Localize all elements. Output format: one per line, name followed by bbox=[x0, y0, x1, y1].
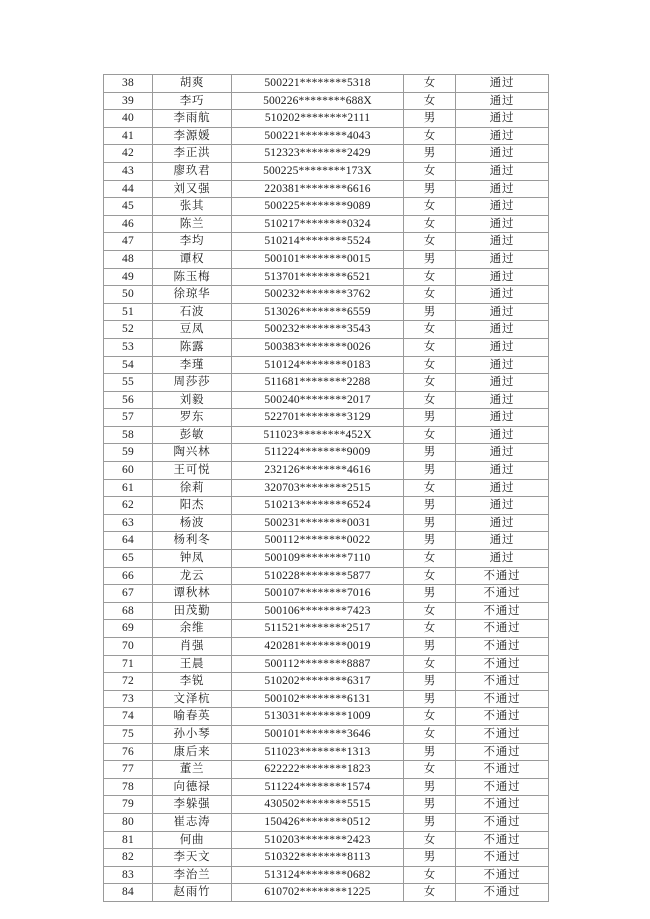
table-cell-id-number: 511224********1574 bbox=[232, 778, 404, 796]
table-cell-id-number: 500225********173X bbox=[232, 162, 404, 180]
table-cell-name: 石波 bbox=[153, 303, 232, 321]
table-cell-name: 李巧 bbox=[153, 92, 232, 110]
table-cell-gender: 女 bbox=[404, 356, 456, 374]
table-row bbox=[104, 338, 549, 356]
table-cell-result: 不通过 bbox=[456, 602, 549, 620]
table-cell-result: 通过 bbox=[456, 286, 549, 304]
table-cell-gender: 男 bbox=[404, 690, 456, 708]
table-cell-gender: 女 bbox=[404, 708, 456, 726]
table-cell-index: 72 bbox=[104, 673, 153, 691]
table-cell-gender: 女 bbox=[404, 831, 456, 849]
table-cell-index: 77 bbox=[104, 761, 153, 779]
table-cell-id-number: 510203********2423 bbox=[232, 831, 404, 849]
table-row bbox=[104, 620, 549, 638]
table-cell-result: 通过 bbox=[456, 356, 549, 374]
table-cell-index: 48 bbox=[104, 250, 153, 268]
table-cell-index: 50 bbox=[104, 286, 153, 304]
table-cell-result: 通过 bbox=[456, 162, 549, 180]
table-row bbox=[104, 75, 549, 93]
table-cell-name: 董兰 bbox=[153, 761, 232, 779]
table-cell-index: 82 bbox=[104, 849, 153, 867]
table-row bbox=[104, 127, 549, 145]
table-cell-index: 46 bbox=[104, 215, 153, 233]
table-cell-index: 59 bbox=[104, 444, 153, 462]
table-cell-result: 不通过 bbox=[456, 673, 549, 691]
table-cell-result: 不通过 bbox=[456, 708, 549, 726]
table-cell-name: 李天文 bbox=[153, 849, 232, 867]
table-cell-result: 通过 bbox=[456, 391, 549, 409]
table-row bbox=[104, 761, 549, 779]
table-cell-gender: 男 bbox=[404, 303, 456, 321]
table-cell-result: 通过 bbox=[456, 462, 549, 480]
table-cell-index: 58 bbox=[104, 426, 153, 444]
table-cell-id-number: 500232********3762 bbox=[232, 286, 404, 304]
table-cell-index: 42 bbox=[104, 145, 153, 163]
table-cell-name: 李治兰 bbox=[153, 866, 232, 884]
table-cell-name: 王可悦 bbox=[153, 462, 232, 480]
table-cell-index: 63 bbox=[104, 514, 153, 532]
table-cell-gender: 女 bbox=[404, 75, 456, 93]
table-cell-result: 不通过 bbox=[456, 585, 549, 603]
table-row bbox=[104, 638, 549, 656]
table-cell-result: 通过 bbox=[456, 250, 549, 268]
table-cell-name: 周莎莎 bbox=[153, 374, 232, 392]
table-cell-id-number: 500221********4043 bbox=[232, 127, 404, 145]
table-cell-result: 通过 bbox=[456, 75, 549, 93]
table-cell-name: 田茂勤 bbox=[153, 602, 232, 620]
table-cell-gender: 女 bbox=[404, 567, 456, 585]
table-cell-id-number: 511023********1313 bbox=[232, 743, 404, 761]
table-cell-gender: 女 bbox=[404, 655, 456, 673]
table-cell-result: 通过 bbox=[456, 550, 549, 568]
table-cell-index: 78 bbox=[104, 778, 153, 796]
table-cell-gender: 男 bbox=[404, 585, 456, 603]
table-row bbox=[104, 162, 549, 180]
table-cell-result: 通过 bbox=[456, 374, 549, 392]
table-cell-id-number: 500221********5318 bbox=[232, 75, 404, 93]
table-cell-id-number: 500383********0026 bbox=[232, 338, 404, 356]
table-cell-index: 75 bbox=[104, 725, 153, 743]
table-cell-name: 李瑾 bbox=[153, 356, 232, 374]
table-row bbox=[104, 585, 549, 603]
table-row bbox=[104, 198, 549, 216]
table-cell-gender: 男 bbox=[404, 514, 456, 532]
table-row bbox=[104, 725, 549, 743]
table-row bbox=[104, 602, 549, 620]
table-cell-name: 阳杰 bbox=[153, 497, 232, 515]
table-cell-name: 喻春英 bbox=[153, 708, 232, 726]
table-cell-id-number: 513031********1009 bbox=[232, 708, 404, 726]
table-cell-name: 李锐 bbox=[153, 673, 232, 691]
table-cell-index: 74 bbox=[104, 708, 153, 726]
table-cell-index: 70 bbox=[104, 638, 153, 656]
table-cell-id-number: 232126********4616 bbox=[232, 462, 404, 480]
table-cell-gender: 女 bbox=[404, 602, 456, 620]
table-cell-gender: 男 bbox=[404, 778, 456, 796]
table-row bbox=[104, 831, 549, 849]
table-cell-gender: 女 bbox=[404, 162, 456, 180]
table-cell-gender: 男 bbox=[404, 849, 456, 867]
table-cell-gender: 女 bbox=[404, 198, 456, 216]
table-cell-result: 不通过 bbox=[456, 796, 549, 814]
table-row bbox=[104, 673, 549, 691]
table-cell-result: 通过 bbox=[456, 497, 549, 515]
table-cell-id-number: 622222********1823 bbox=[232, 761, 404, 779]
table-cell-gender: 女 bbox=[404, 268, 456, 286]
table-cell-index: 51 bbox=[104, 303, 153, 321]
table-cell-gender: 男 bbox=[404, 532, 456, 550]
table-cell-name: 文泽杭 bbox=[153, 690, 232, 708]
table-cell-name: 豆凤 bbox=[153, 321, 232, 339]
table-cell-gender: 女 bbox=[404, 550, 456, 568]
table-row bbox=[104, 514, 549, 532]
table-cell-name: 廖玖君 bbox=[153, 162, 232, 180]
table-cell-index: 68 bbox=[104, 602, 153, 620]
table-cell-id-number: 510214********5524 bbox=[232, 233, 404, 251]
table-cell-index: 81 bbox=[104, 831, 153, 849]
table-cell-index: 62 bbox=[104, 497, 153, 515]
table-cell-index: 69 bbox=[104, 620, 153, 638]
table-cell-result: 通过 bbox=[456, 127, 549, 145]
table-cell-name: 罗东 bbox=[153, 409, 232, 427]
table-cell-name: 徐琼华 bbox=[153, 286, 232, 304]
table-cell-gender: 女 bbox=[404, 233, 456, 251]
table-cell-index: 79 bbox=[104, 796, 153, 814]
table-cell-name: 徐莉 bbox=[153, 479, 232, 497]
table-cell-name: 赵雨竹 bbox=[153, 884, 232, 902]
table-cell-name: 刘又强 bbox=[153, 180, 232, 198]
table-cell-gender: 女 bbox=[404, 479, 456, 497]
table-row bbox=[104, 655, 549, 673]
table-cell-name: 杨利冬 bbox=[153, 532, 232, 550]
table-cell-result: 不通过 bbox=[456, 884, 549, 902]
table-cell-id-number: 500109********7110 bbox=[232, 550, 404, 568]
table-cell-result: 通过 bbox=[456, 180, 549, 198]
table-row bbox=[104, 321, 549, 339]
table-cell-gender: 女 bbox=[404, 620, 456, 638]
table-cell-id-number: 511023********452X bbox=[232, 426, 404, 444]
table-cell-id-number: 500226********688X bbox=[232, 92, 404, 110]
table-cell-index: 60 bbox=[104, 462, 153, 480]
table-row bbox=[104, 743, 549, 761]
table-cell-id-number: 511521********2517 bbox=[232, 620, 404, 638]
table-row bbox=[104, 145, 549, 163]
table-cell-id-number: 500106********7423 bbox=[232, 602, 404, 620]
table-cell-id-number: 500112********0022 bbox=[232, 532, 404, 550]
table-cell-id-number: 430502********5515 bbox=[232, 796, 404, 814]
table-cell-name: 张其 bbox=[153, 198, 232, 216]
table-cell-id-number: 510228********5877 bbox=[232, 567, 404, 585]
table-cell-id-number: 610702********1225 bbox=[232, 884, 404, 902]
table-row bbox=[104, 690, 549, 708]
table-row bbox=[104, 567, 549, 585]
table-cell-gender: 男 bbox=[404, 145, 456, 163]
table-cell-name: 杨波 bbox=[153, 514, 232, 532]
table-cell-id-number: 500231********0031 bbox=[232, 514, 404, 532]
table-cell-result: 通过 bbox=[456, 338, 549, 356]
table-cell-name: 李均 bbox=[153, 233, 232, 251]
table-row bbox=[104, 479, 549, 497]
table-cell-index: 66 bbox=[104, 567, 153, 585]
table-cell-id-number: 510124********0183 bbox=[232, 356, 404, 374]
table-cell-result: 不通过 bbox=[456, 849, 549, 867]
table-cell-index: 64 bbox=[104, 532, 153, 550]
table-cell-result: 通过 bbox=[456, 514, 549, 532]
table-row bbox=[104, 462, 549, 480]
table-cell-result: 不通过 bbox=[456, 725, 549, 743]
table-cell-result: 通过 bbox=[456, 110, 549, 128]
table-cell-name: 余维 bbox=[153, 620, 232, 638]
table-cell-name: 何曲 bbox=[153, 831, 232, 849]
table-row bbox=[104, 550, 549, 568]
table-cell-name: 谭秋林 bbox=[153, 585, 232, 603]
table-cell-result: 不通过 bbox=[456, 655, 549, 673]
table-cell-index: 71 bbox=[104, 655, 153, 673]
table-cell-result: 通过 bbox=[456, 479, 549, 497]
table-cell-name: 李正洪 bbox=[153, 145, 232, 163]
table-cell-gender: 女 bbox=[404, 92, 456, 110]
table-cell-index: 40 bbox=[104, 110, 153, 128]
table-row bbox=[104, 444, 549, 462]
table-cell-gender: 男 bbox=[404, 813, 456, 831]
table-cell-index: 45 bbox=[104, 198, 153, 216]
table-cell-id-number: 513026********6559 bbox=[232, 303, 404, 321]
table-row bbox=[104, 391, 549, 409]
table-cell-gender: 男 bbox=[404, 796, 456, 814]
table-cell-result: 不通过 bbox=[456, 743, 549, 761]
table-cell-name: 康后来 bbox=[153, 743, 232, 761]
table-cell-gender: 女 bbox=[404, 338, 456, 356]
table-cell-result: 不通过 bbox=[456, 620, 549, 638]
table-cell-id-number: 522701********3129 bbox=[232, 409, 404, 427]
table-cell-index: 44 bbox=[104, 180, 153, 198]
table-cell-result: 不通过 bbox=[456, 638, 549, 656]
table-row bbox=[104, 303, 549, 321]
table-cell-result: 不通过 bbox=[456, 866, 549, 884]
table-cell-result: 通过 bbox=[456, 268, 549, 286]
table-cell-name: 龙云 bbox=[153, 567, 232, 585]
table-cell-gender: 女 bbox=[404, 127, 456, 145]
table-cell-id-number: 500225********9089 bbox=[232, 198, 404, 216]
table-cell-id-number: 512323********2429 bbox=[232, 145, 404, 163]
table-cell-id-number: 500102********6131 bbox=[232, 690, 404, 708]
table-cell-index: 55 bbox=[104, 374, 153, 392]
table-cell-gender: 男 bbox=[404, 444, 456, 462]
table-cell-id-number: 500107********7016 bbox=[232, 585, 404, 603]
table-cell-index: 53 bbox=[104, 338, 153, 356]
table-cell-result: 不通过 bbox=[456, 567, 549, 585]
table-cell-result: 通过 bbox=[456, 92, 549, 110]
table-cell-gender: 女 bbox=[404, 866, 456, 884]
table-cell-index: 47 bbox=[104, 233, 153, 251]
table-cell-result: 不通过 bbox=[456, 813, 549, 831]
table-cell-index: 57 bbox=[104, 409, 153, 427]
table-cell-result: 通过 bbox=[456, 215, 549, 233]
table-cell-name: 陈玉梅 bbox=[153, 268, 232, 286]
table-cell-gender: 男 bbox=[404, 743, 456, 761]
table-cell-name: 肖强 bbox=[153, 638, 232, 656]
table-cell-gender: 男 bbox=[404, 497, 456, 515]
table-cell-index: 43 bbox=[104, 162, 153, 180]
table-cell-id-number: 513124********0682 bbox=[232, 866, 404, 884]
table-row bbox=[104, 286, 549, 304]
table-row bbox=[104, 92, 549, 110]
table-row bbox=[104, 180, 549, 198]
table-row bbox=[104, 215, 549, 233]
table-cell-id-number: 510202********2111 bbox=[232, 110, 404, 128]
table-row bbox=[104, 233, 549, 251]
table-row bbox=[104, 356, 549, 374]
table-cell-gender: 女 bbox=[404, 215, 456, 233]
table-cell-id-number: 500101********0015 bbox=[232, 250, 404, 268]
table-cell-name: 陈露 bbox=[153, 338, 232, 356]
table-cell-id-number: 510202********6317 bbox=[232, 673, 404, 691]
table-cell-index: 76 bbox=[104, 743, 153, 761]
table-cell-gender: 女 bbox=[404, 725, 456, 743]
table-cell-name: 李雨航 bbox=[153, 110, 232, 128]
table-cell-index: 61 bbox=[104, 479, 153, 497]
table-cell-name: 向德禄 bbox=[153, 778, 232, 796]
table-cell-result: 通过 bbox=[456, 409, 549, 427]
table-cell-index: 83 bbox=[104, 866, 153, 884]
table-cell-index: 39 bbox=[104, 92, 153, 110]
table-cell-index: 38 bbox=[104, 75, 153, 93]
table-row bbox=[104, 866, 549, 884]
table-cell-name: 钟凤 bbox=[153, 550, 232, 568]
table-cell-name: 胡爽 bbox=[153, 75, 232, 93]
table-cell-index: 52 bbox=[104, 321, 153, 339]
table-cell-result: 不通过 bbox=[456, 831, 549, 849]
roster-table-body bbox=[104, 75, 549, 902]
table-cell-id-number: 500101********3646 bbox=[232, 725, 404, 743]
table-row bbox=[104, 497, 549, 515]
table-cell-gender: 男 bbox=[404, 462, 456, 480]
table-cell-name: 陶兴林 bbox=[153, 444, 232, 462]
table-cell-gender: 女 bbox=[404, 426, 456, 444]
table-cell-gender: 男 bbox=[404, 250, 456, 268]
table-cell-result: 通过 bbox=[456, 145, 549, 163]
table-cell-gender: 男 bbox=[404, 673, 456, 691]
table-cell-gender: 女 bbox=[404, 761, 456, 779]
table-cell-index: 84 bbox=[104, 884, 153, 902]
table-cell-id-number: 510217********0324 bbox=[232, 215, 404, 233]
roster-table-container bbox=[103, 74, 548, 902]
table-cell-name: 崔志涛 bbox=[153, 813, 232, 831]
table-row bbox=[104, 426, 549, 444]
table-row bbox=[104, 409, 549, 427]
table-cell-id-number: 511681********2288 bbox=[232, 374, 404, 392]
table-cell-result: 通过 bbox=[456, 426, 549, 444]
table-cell-index: 65 bbox=[104, 550, 153, 568]
table-cell-index: 80 bbox=[104, 813, 153, 831]
table-cell-result: 通过 bbox=[456, 233, 549, 251]
table-cell-index: 73 bbox=[104, 690, 153, 708]
table-cell-result: 不通过 bbox=[456, 761, 549, 779]
table-cell-id-number: 500112********8887 bbox=[232, 655, 404, 673]
table-cell-result: 通过 bbox=[456, 444, 549, 462]
table-cell-name: 谭权 bbox=[153, 250, 232, 268]
table-cell-result: 通过 bbox=[456, 321, 549, 339]
table-row bbox=[104, 884, 549, 902]
table-row bbox=[104, 778, 549, 796]
table-row bbox=[104, 796, 549, 814]
table-cell-result: 通过 bbox=[456, 532, 549, 550]
table-row bbox=[104, 374, 549, 392]
table-row bbox=[104, 250, 549, 268]
table-cell-index: 49 bbox=[104, 268, 153, 286]
roster-table bbox=[103, 74, 549, 902]
table-cell-index: 54 bbox=[104, 356, 153, 374]
table-cell-gender: 男 bbox=[404, 180, 456, 198]
table-cell-id-number: 150426********0512 bbox=[232, 813, 404, 831]
table-cell-name: 李源媛 bbox=[153, 127, 232, 145]
table-cell-id-number: 510322********8113 bbox=[232, 849, 404, 867]
table-cell-id-number: 320703********2515 bbox=[232, 479, 404, 497]
table-cell-id-number: 511224********9009 bbox=[232, 444, 404, 462]
table-cell-id-number: 510213********6524 bbox=[232, 497, 404, 515]
table-cell-gender: 女 bbox=[404, 391, 456, 409]
table-cell-id-number: 420281********0019 bbox=[232, 638, 404, 656]
table-cell-id-number: 500232********3543 bbox=[232, 321, 404, 339]
table-cell-index: 67 bbox=[104, 585, 153, 603]
table-cell-name: 孙小琴 bbox=[153, 725, 232, 743]
table-cell-name: 王晨 bbox=[153, 655, 232, 673]
table-cell-name: 彭敏 bbox=[153, 426, 232, 444]
table-cell-result: 通过 bbox=[456, 303, 549, 321]
table-cell-gender: 男 bbox=[404, 638, 456, 656]
table-row bbox=[104, 708, 549, 726]
table-cell-gender: 男 bbox=[404, 409, 456, 427]
table-cell-result: 通过 bbox=[456, 198, 549, 216]
table-row bbox=[104, 532, 549, 550]
table-cell-index: 41 bbox=[104, 127, 153, 145]
table-cell-id-number: 220381********6616 bbox=[232, 180, 404, 198]
table-cell-gender: 女 bbox=[404, 374, 456, 392]
table-row bbox=[104, 813, 549, 831]
table-cell-gender: 女 bbox=[404, 884, 456, 902]
table-cell-index: 56 bbox=[104, 391, 153, 409]
table-cell-result: 不通过 bbox=[456, 778, 549, 796]
table-cell-id-number: 513701********6521 bbox=[232, 268, 404, 286]
table-cell-gender: 女 bbox=[404, 286, 456, 304]
table-cell-result: 不通过 bbox=[456, 690, 549, 708]
table-cell-id-number: 500240********2017 bbox=[232, 391, 404, 409]
table-cell-gender: 女 bbox=[404, 321, 456, 339]
table-cell-name: 李躲强 bbox=[153, 796, 232, 814]
table-cell-name: 陈兰 bbox=[153, 215, 232, 233]
table-cell-gender: 男 bbox=[404, 110, 456, 128]
table-row bbox=[104, 268, 549, 286]
table-row bbox=[104, 110, 549, 128]
table-cell-name: 刘毅 bbox=[153, 391, 232, 409]
table-row bbox=[104, 849, 549, 867]
